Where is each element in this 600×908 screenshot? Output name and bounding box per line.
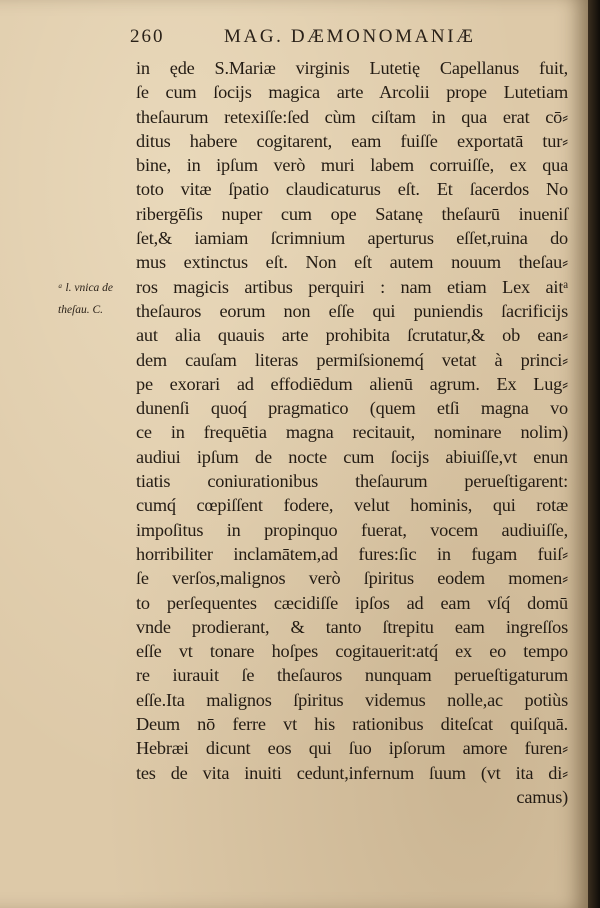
body-line: ſe verſos,malignos verò ſpiritus eodem momen⸗	[136, 568, 568, 589]
body-line: pe exorari ad effodiēdum alienū agrum. Ex Lug⸗	[136, 373, 568, 394]
body-text	[136, 56, 568, 809]
body-line: Deum nō ferre vt his rationibus diteſcat quiſquā.	[136, 714, 568, 735]
body-line: aut alia quauis arte prohibita ſcrutatur,& ob ean⸗	[136, 325, 568, 346]
body-line: tes de vita inuiti cedunt,infernum ſuum (vt ita di⸗	[136, 762, 568, 783]
body-line: ſet,& iamiam ſcrimnium aperturus eſſet,ruina do	[136, 228, 568, 249]
body-line: dem cauſam literas permiſsionemq́ vetat à princi⸗	[136, 349, 568, 370]
body-line: eſſe vt tonare hoſpes cogitauerit:atq́ ex eo tempo	[136, 641, 568, 662]
body-line: theſauros eorum non eſſe qui puniendis ſacrificijs	[136, 300, 568, 321]
body-line: mus extinctus eſt. Non eſt autem nouum theſau⸗	[136, 252, 568, 273]
body-line: camus)	[516, 786, 568, 807]
body-line: impoſitus in propinquo fuerat, vocem audiuiſſe,	[136, 519, 568, 540]
body-line: ſe cum ſocijs magica arte Arcolii prope Lutetiam	[136, 82, 568, 103]
body-line: ribergēſis nuper cum ope Satanę theſaurū inueniſ	[136, 203, 568, 224]
body-line: audiui ipſum de nocte cum ſocijs abiuiſſe,vt enun	[136, 446, 568, 467]
body-line: horribiliter inclamātem,ad fures:ſic in fugam fuiſ⸗	[136, 543, 568, 564]
body-line: re iurauit ſe theſauros nunquam perueſtigaturum	[136, 665, 568, 686]
body-line: cumq́ cœpiſſent fodere, velut hominis, qui rotæ	[136, 495, 568, 516]
page-number: 260	[130, 26, 165, 47]
body-line: ce in frequētia magna recitauit, nominare nolim)	[136, 422, 568, 443]
book-spine-shadow	[588, 0, 600, 908]
body-line: vnde prodierant, & tanto ſtrepitu eam ingreſſos	[136, 616, 568, 637]
marginal-note-line: ᵃ l. vnica de	[58, 282, 114, 294]
body-line: dunenſi quoq́ pragmatico (quem etſi magna vo	[136, 398, 568, 419]
body-line: tiatis coniurationibus theſaurum perueſtigarent:	[136, 471, 568, 492]
body-line: Hebræi dicunt eos qui ſuo ipſorum amore furen⸗	[136, 738, 568, 759]
body-line: to perſequentes cæcidiſſe ipſos ad eam vſq́ domū	[136, 592, 568, 613]
marginal-note-line: theſau. C.	[58, 304, 104, 316]
body-line: bine, in ipſum verò muri labem corruiſſe, ex qua	[136, 155, 568, 176]
body-line: ditus habere cogitarent, eam fuiſſe exportatā tur⸗	[136, 130, 568, 151]
body-line: toto vitæ ſpatio claudicaturus eſt. Et ſacerdos No	[136, 179, 568, 200]
body-line: in ęde S.Mariæ virginis Lutetię Capellanus fuit,	[136, 58, 568, 78]
body-line: ros magicis artibus perquiri : nam etiam Lex aitᵃ	[136, 276, 568, 297]
running-title: MAG. DÆMONOMANIÆ	[224, 26, 476, 47]
body-line: theſaurum retexiſſe:ſed cùm ciſtam in qua erat cō⸗	[136, 106, 568, 127]
page-header	[130, 26, 550, 50]
body-line: eſſe.Ita malignos ſpiritus videmus nolle,ac potiùs	[136, 689, 568, 710]
